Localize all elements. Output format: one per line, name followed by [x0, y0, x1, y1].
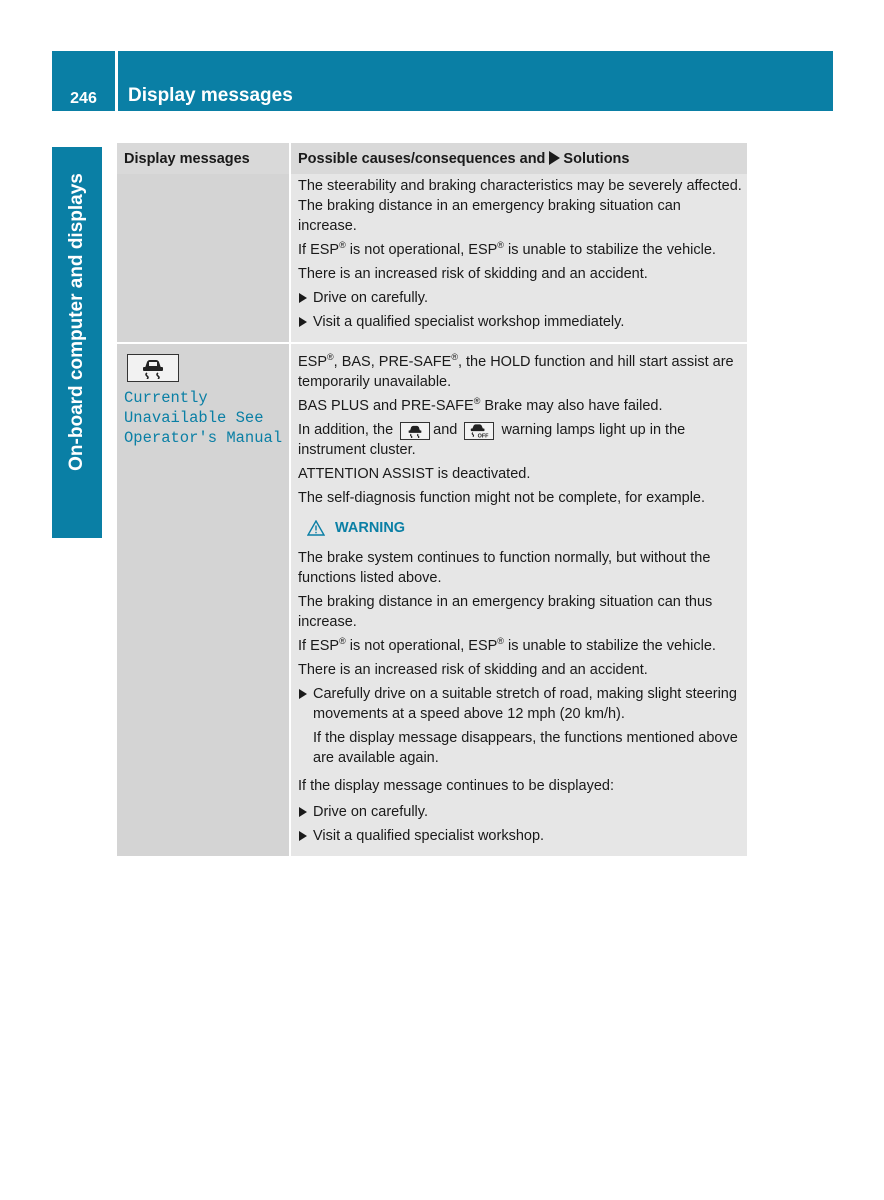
- row1-causes-cell: [290, 174, 747, 343]
- row2-bullet-drive: Drive on carefully.: [298, 802, 743, 822]
- warning-risk-text: There is an increased risk of skidding and an accident.: [298, 662, 648, 678]
- table-row: [117, 343, 747, 856]
- warning-esp-text: If ESP® is not operational, ESP® is unable to stabilize the vehicle.: [298, 636, 716, 654]
- warning-heading: [307, 518, 743, 538]
- table-row: [117, 174, 747, 343]
- arrow-icon: [549, 151, 560, 165]
- row2-display-cell: [117, 343, 290, 856]
- esp-skid-icon: [127, 354, 179, 382]
- page-number: 246: [70, 90, 97, 107]
- page-title: Display messages: [128, 85, 293, 106]
- row1-esp-text: If ESP® is not operational, ESP® is unable to stabilize the vehicle.: [298, 240, 716, 258]
- svg-text:OFF: OFF: [478, 433, 489, 438]
- warning-triangle-icon: [307, 520, 325, 536]
- row2-continues-text: If the display message continues to be displayed:: [298, 778, 614, 794]
- row2-bullet-workshop: Visit a qualified specialist workshop.: [298, 826, 743, 846]
- display-message-line-3: Operator's Manual: [124, 429, 283, 447]
- header-causes-text: Possible causes/consequences and: [298, 151, 546, 167]
- row1-risk-text: There is an increased risk of skidding and an accident.: [298, 266, 648, 282]
- row2-systems-text: ESP®, BAS, PRE-SAFE®, the HOLD function and hill start assist are temporarily unavailable.: [298, 352, 734, 390]
- row2-bullet-subtext: If the display message disappears, the functions mentioned above are available again.: [313, 730, 738, 766]
- header-divider: [115, 51, 118, 111]
- warning-text-2: The braking distance in an emergency braking situation can thus increase.: [298, 594, 713, 630]
- row2-diagnosis-text: The self-diagnosis function might not be complete, for example.: [298, 490, 706, 506]
- row2-lamps-text: In addition, the and OFF warning lamps light up in the instrument cluster.: [298, 422, 686, 458]
- row1-text: The steerability and braking characteristics may be severely affected. The braking distance in an emergency braking situation can increase.: [298, 178, 742, 234]
- chapter-tab-label: On-board computer and displays: [66, 173, 87, 471]
- warning-label: WARNING: [335, 520, 406, 536]
- display-message-line-2: Unavailable See: [124, 409, 264, 427]
- warning-text-1: The brake system continues to function normally, but without the functions listed above.: [298, 550, 711, 586]
- row2-attention-text: ATTENTION ASSIST is deactivated.: [298, 466, 531, 482]
- row1-display-cell: [117, 174, 290, 343]
- header-solutions-text: Solutions: [563, 151, 630, 167]
- header-causes-solutions: [290, 143, 747, 174]
- display-messages-table: [117, 143, 747, 856]
- row2-bas-text: BAS PLUS and PRE-SAFE® Brake may also have failed.: [298, 396, 663, 414]
- table-header-row: [117, 143, 747, 174]
- display-message-line-1: Currently: [124, 389, 208, 407]
- row2-bullet-careful-drive: Carefully drive on a suitable stretch of road, making slight steering movements at a speed above 12 mph (20 km/h).: [298, 684, 743, 724]
- esp-off-icon: [464, 422, 494, 440]
- esp-skid-icon: [400, 422, 430, 440]
- row1-bullet-drive: Drive on carefully.: [298, 288, 743, 308]
- header-display-messages: Display messages: [117, 143, 290, 174]
- row2-causes-cell: [290, 343, 747, 856]
- row1-bullet-workshop: Visit a qualified specialist workshop immediately.: [298, 312, 743, 332]
